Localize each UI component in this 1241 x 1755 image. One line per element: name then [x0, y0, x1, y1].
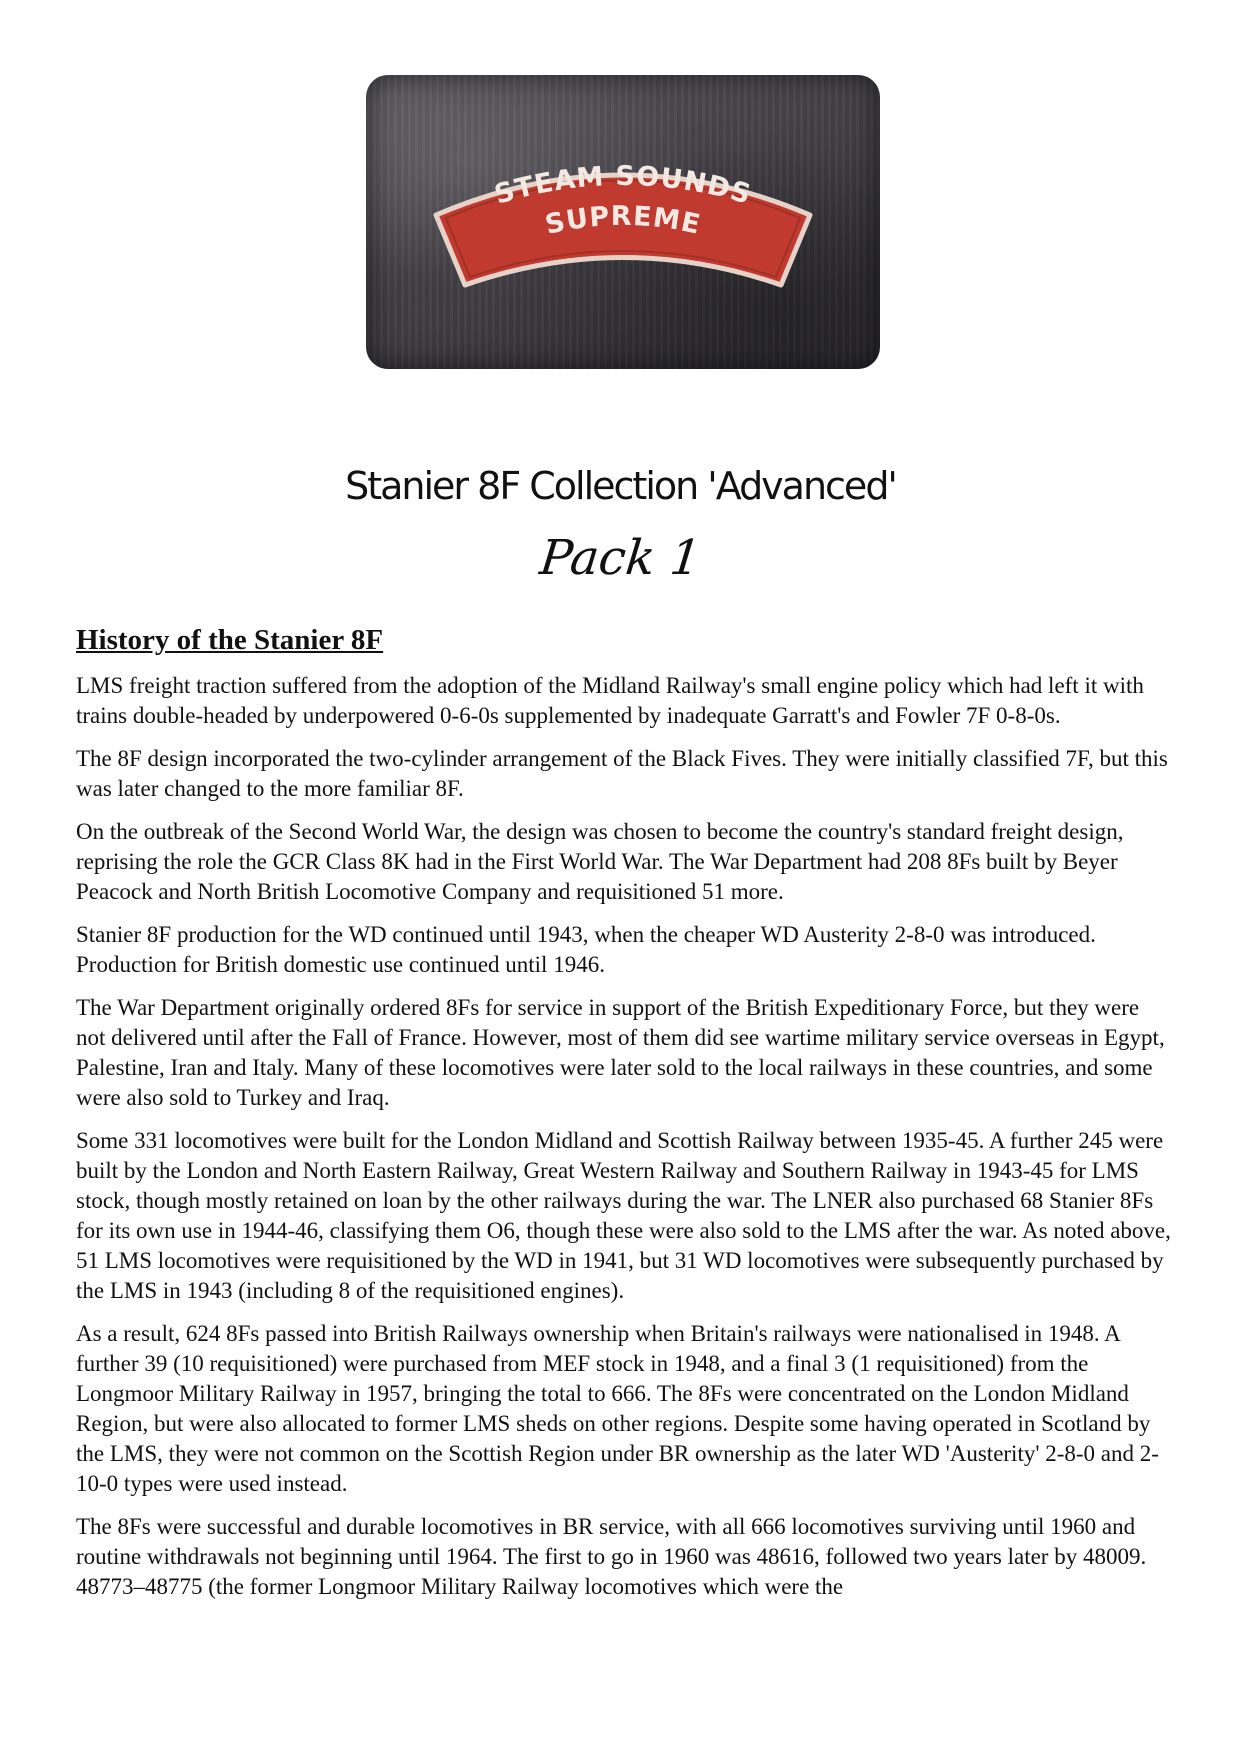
paragraph: On the outbreak of the Second World War, the design was chosen to become the country's standard freight design, reprising the role the GCR Class 8K had in the First World War. The War Department had 208 8Fs built by Beyer Peacock and North British Locomotive Company and requisitioned 51 more.	[76, 819, 1124, 904]
paragraph: LMS freight traction suffered from the adoption of the Midland Railway's small engine policy which had left it with trains double-headed by underpowered 0-6-0s supplemented by inadequate Garratt's and Fowler 7F 0-8-0s.	[76, 673, 1144, 728]
paragraph: The 8F design incorporated the two-cylinder arrangement of the Black Fives. They were initially classified 7F, but this was later changed to the more familiar 8F.	[76, 746, 1168, 801]
logo-line-1: STEAM SOUNDS	[491, 160, 755, 211]
section-heading: History of the Stanier 8F	[76, 624, 384, 656]
paragraph: The 8Fs were successful and durable locomotives in BR service, with all 666 locomotives surviving until 1960 and routine withdrawals not beginning until 1964. The first to go in 1960 was 48616, followed two years later by 48009. 48773–48775 (the former Longmoor Military Railway locomotives which were the	[76, 1514, 1147, 1599]
paragraph: Stanier 8F production for the WD continued until 1943, when the cheaper WD Austerity 2-8-0 was introduced. Production for British domestic use continued until 1946.	[76, 922, 1096, 977]
paragraph: As a result, 624 8Fs passed into British Railways ownership when Britain's railways were nationalised in 1948. A further 39 (10 requisitioned) were purchased from MEF stock in 1948, and a final 3 (1 requisitioned) from the Longmoor Military Railway in 1957, bringing the total to 666. The 8Fs were concentrated on the London Midland Region, but were also allocated to former LMS sheds on other regions. Despite some having operated in Scotland by the LMS, they were not common on the Scottish Region under BR ownership as the later WD 'Austerity' 2-8-0 and 2-10-0 types were used instead.	[76, 1321, 1159, 1496]
logo-line-2: SUPREME	[542, 200, 704, 241]
steam-sounds-supreme-logo	[366, 75, 880, 369]
document-subtitle: Pack 1	[537, 530, 704, 586]
logo-plate-graphic	[366, 75, 880, 369]
paragraph: Some 331 locomotives were built for the London Midland and Scottish Railway between 1935-45. A further 245 were built by the London and North Eastern Railway, Great Western Railway and Southern Railway in 1943-45 for LMS stock, though mostly retained on loan by the other railways during the war. The LNER also purchased 68 Stanier 8Fs for its own use in 1944-46, classifying them O6, though these were also sold to the LMS after the war. As noted above, 51 LMS locomotives were requisitioned by the WD in 1941, but 31 WD locomotives were subsequently purchased by the LMS in 1943 (including 8 of the requisitioned engines).	[76, 1128, 1171, 1303]
history-section	[76, 623, 1171, 1615]
document-title: Stanier 8F Collection 'Advanced'	[345, 464, 896, 508]
paragraph: The War Department originally ordered 8Fs for service in support of the British Expeditionary Force, but they were not delivered until after the Fall of France. However, most of them did see wartime military service overseas in Egypt, Palestine, Iran and Italy. Many of these locomotives were later sold to the local railways in these countries, and some were also sold to Turkey and Iraq.	[76, 995, 1165, 1110]
